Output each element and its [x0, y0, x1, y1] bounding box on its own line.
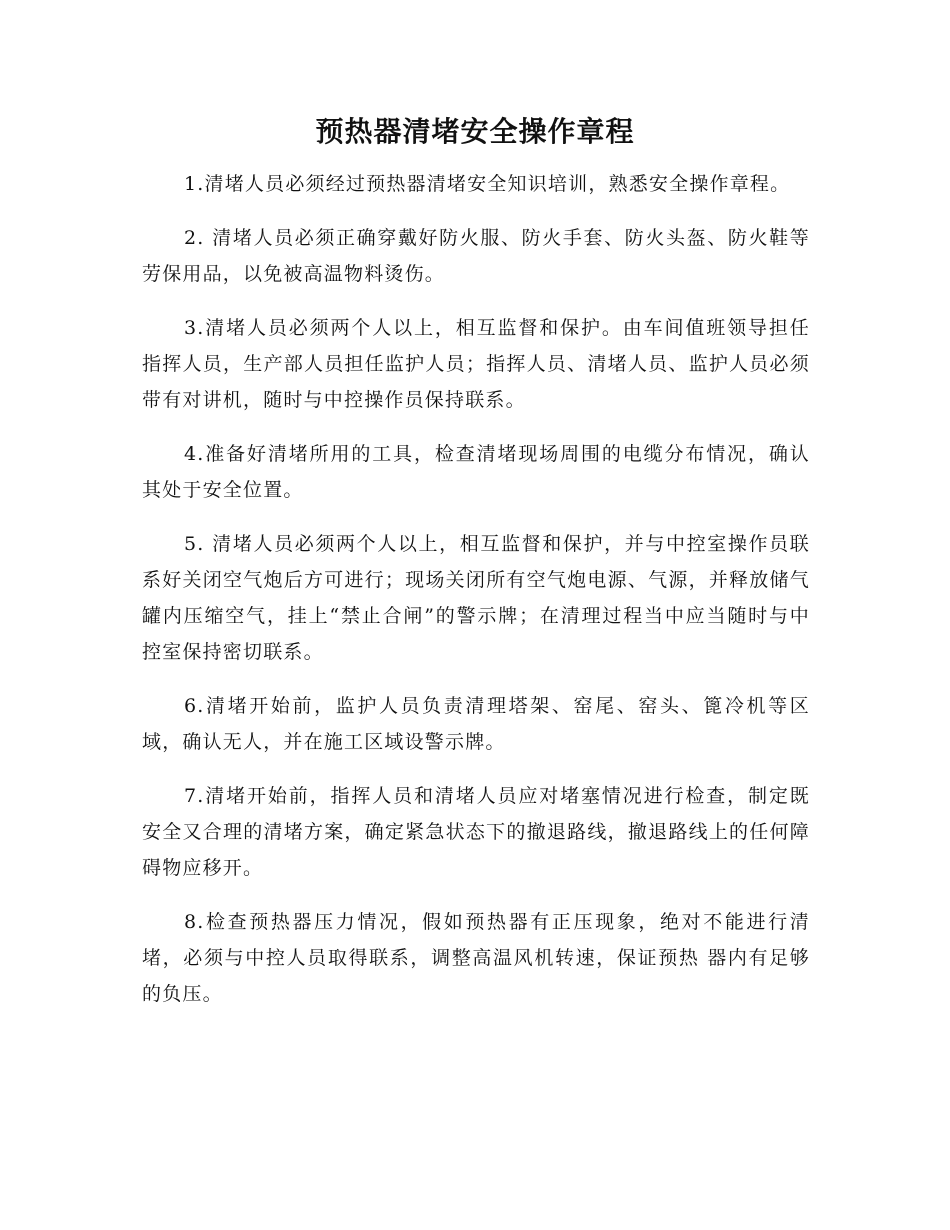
paragraph-6: 6.清堵开始前，监护人员负责清理塔架、窑尾、窑头、篦冷机等区域，确认无人，并在施工区域设警示牌。	[142, 695, 810, 753]
paragraph-4: 4.准备好清堵所用的工具，检查清堵现场周围的电缆分布情况，确认其处于安全位置。	[142, 443, 810, 501]
document-body	[142, 166, 810, 1030]
paragraph-8: 8.检查预热器压力情况，假如预热器有正压现象，绝对不能进行清堵，必须与中控人员取得联系，调整高温风机转速，保证预热 器内有足够的负压。	[142, 911, 810, 1005]
paragraph-5: 5. 清堵人员必须两个人以上，相互监督和保护，并与中控室操作员联系好关闭空气炮后方可进行；现场关闭所有空气炮电源、气源，并释放储气罐内压缩空气，挂上“禁止合闸”的警示牌；在清理过程当中应当随时与中控室保持密切联系。	[142, 533, 810, 663]
paragraph-2: 2. 清堵人员必须正确穿戴好防火服、防火手套、防火头盔、防火鞋等劳保用品，以免被高温物料烫伤。	[142, 227, 810, 285]
paragraph-3: 3.清堵人员必须两个人以上，相互监督和保护。由车间值班领导担任指挥人员，生产部人员担任监护人员；指挥人员、清堵人员、监护人员必须带有对讲机，随时与中控操作员保持联系。	[142, 317, 810, 411]
document-title: 预热器清堵安全操作章程	[315, 115, 635, 148]
paragraph-1: 1.清堵人员必须经过预热器清堵安全知识培训，熟悉安全操作章程。	[184, 173, 791, 195]
paragraph-7: 7.清堵开始前，指挥人员和清堵人员应对堵塞情况进行检查，制定既安全又合理的清堵方案，确定紧急状态下的撤退路线，撤退路线上的任何障碍物应移开。	[142, 785, 810, 879]
